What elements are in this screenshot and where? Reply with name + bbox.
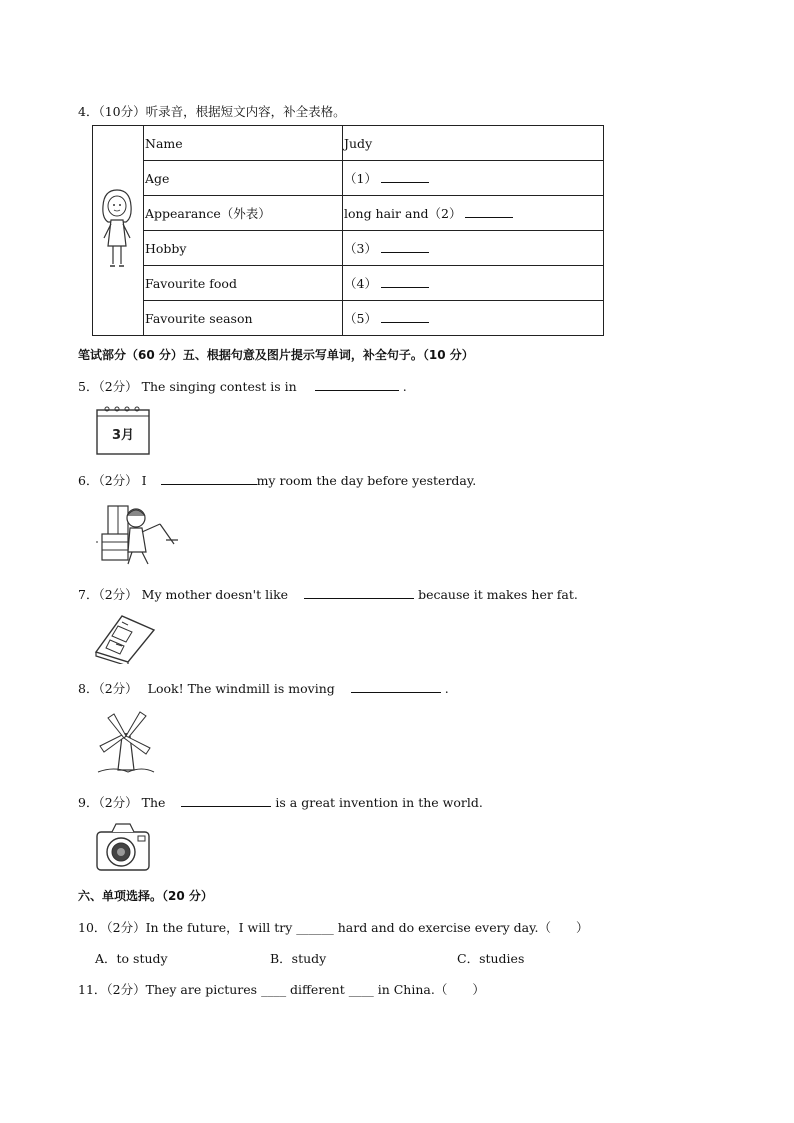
question-number: 6．（2分） xyxy=(78,473,138,488)
cleaning-picture xyxy=(94,500,180,569)
question-text: My mother doesn't like xyxy=(141,587,289,602)
row-value: （3） xyxy=(344,241,377,256)
answer-blank[interactable] xyxy=(381,170,429,183)
q9-line xyxy=(78,793,483,811)
row-label: Appearance（外表） xyxy=(144,196,343,231)
question-text: I xyxy=(141,473,147,488)
chocolate-bar-icon xyxy=(92,612,156,664)
row-label: Favourite season xyxy=(144,301,343,336)
table-row xyxy=(93,231,604,266)
row-label: Name xyxy=(144,126,343,161)
table-row xyxy=(93,126,604,161)
calendar-icon xyxy=(95,404,153,456)
q10-option-c[interactable]: C．studies xyxy=(457,951,525,966)
chocolate-picture xyxy=(92,612,156,667)
question-number: 8．（2分） xyxy=(78,681,138,696)
question-text: Look! The windmill is moving xyxy=(147,681,335,696)
section5-heading: 笔试部分（60 分）五、根据句意及图片提示写单词，补全句子。（10 分） xyxy=(78,348,474,362)
row-label: Hobby xyxy=(144,231,343,266)
q6-line xyxy=(78,471,476,489)
q7-line xyxy=(78,585,578,603)
girl-picture-cell xyxy=(93,126,144,336)
question-text: is a great invention in the world. xyxy=(275,795,483,810)
row-value: （4） xyxy=(344,276,377,291)
question-text: because it makes her fat. xyxy=(418,587,578,602)
answer-blank[interactable] xyxy=(381,275,429,288)
girl-cleaning-illustration xyxy=(94,500,180,566)
q10-option-b[interactable]: B．study xyxy=(270,951,327,966)
question-text: The xyxy=(141,795,166,810)
calendar-month-label: 3月 xyxy=(111,428,135,443)
windmill-picture xyxy=(94,708,158,779)
question-text: . xyxy=(402,379,407,394)
row-label: Favourite food xyxy=(144,266,343,301)
question-number: 7．（2分） xyxy=(78,587,138,602)
section6-heading: 六、单项选择。（20 分） xyxy=(78,889,213,903)
camera-icon xyxy=(94,820,152,874)
table-row xyxy=(93,196,604,231)
q10-text: 10．（2分）In the future，I will try ______ hard and do exercise every day.（ ） xyxy=(78,920,589,935)
windmill-icon xyxy=(94,708,158,776)
table-row xyxy=(93,161,604,196)
table-row xyxy=(93,266,604,301)
answer-blank[interactable] xyxy=(351,680,441,693)
answer-blank[interactable] xyxy=(161,472,257,485)
answer-blank[interactable] xyxy=(465,205,513,218)
table-row xyxy=(93,301,604,336)
question-text: . xyxy=(444,681,449,696)
question-number: 9．（2分） xyxy=(78,795,138,810)
answer-blank[interactable] xyxy=(315,378,399,391)
row-label: Age xyxy=(144,161,343,196)
answer-blank[interactable] xyxy=(181,794,271,807)
row-value: （5） xyxy=(344,311,377,326)
row-value: （1） xyxy=(344,171,377,186)
answer-blank[interactable] xyxy=(304,586,414,599)
question-text: my room the day before yesterday. xyxy=(256,473,477,488)
q11-text: 11．（2分）They are pictures ____ different ____ in China.（ ） xyxy=(78,982,485,997)
q4-heading: 4．（10分）听录音，根据短文内容，补全表格。 xyxy=(78,104,346,119)
q8-line xyxy=(78,679,449,697)
answer-blank[interactable] xyxy=(381,310,429,323)
row-value: long hair and（2） xyxy=(344,206,462,221)
camera-picture xyxy=(94,820,152,877)
question-number: 5．（2分） xyxy=(78,379,138,394)
info-table xyxy=(92,125,604,336)
question-text: The singing contest is in xyxy=(141,379,297,394)
q10-option-a[interactable]: A．to study xyxy=(95,951,168,966)
calendar-picture xyxy=(95,404,153,459)
girl-illustration xyxy=(94,184,140,274)
answer-blank[interactable] xyxy=(381,240,429,253)
q5-line xyxy=(78,377,407,395)
row-value: Judy xyxy=(343,126,604,161)
